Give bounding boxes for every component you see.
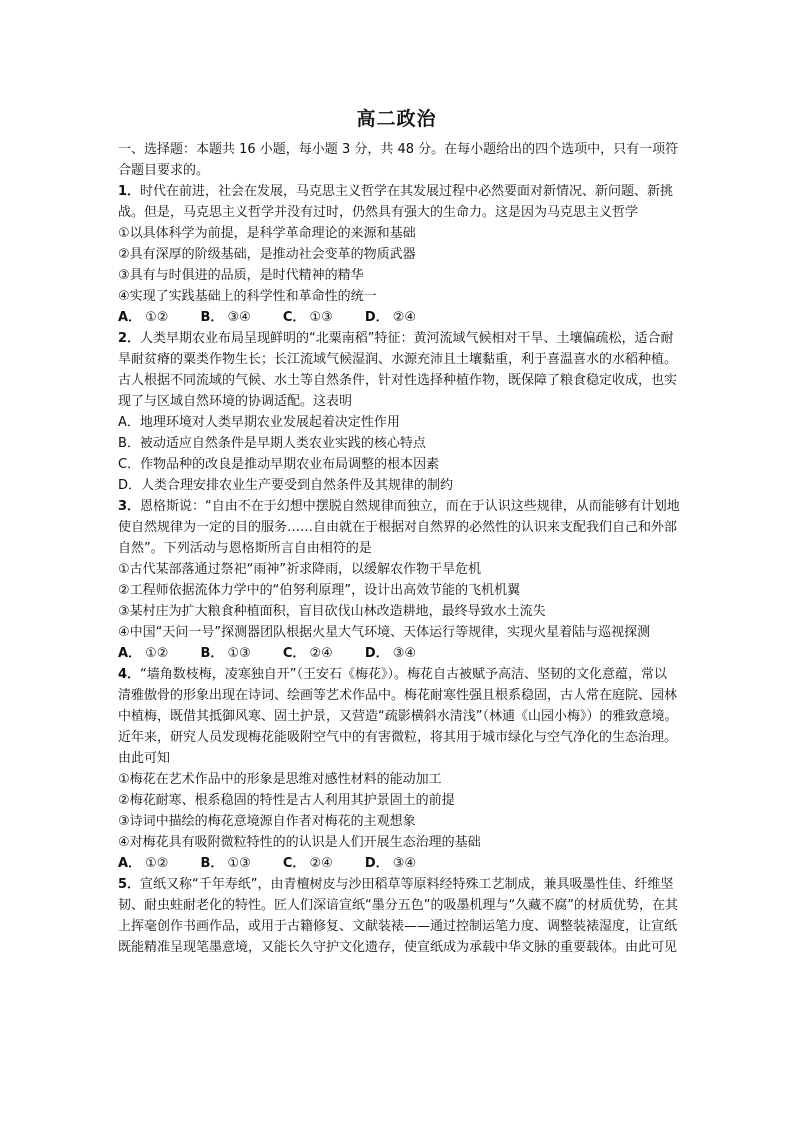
statement-item: ④中国“天问一号”探测器团队根据火星大气环境、天体运行等规律，实现火星着陆与巡视探测 bbox=[118, 625, 651, 640]
option-c: C． ②④ bbox=[282, 856, 333, 871]
choice-a: A．地理环境对人类早期农业发展起着决定性作用 bbox=[118, 415, 400, 430]
page-title: 高二政治 bbox=[356, 108, 437, 130]
choice-c: C．作物品种的改良是推动早期农业布局调整的根本因素 bbox=[118, 457, 440, 472]
question-number: 5． bbox=[118, 877, 141, 892]
question-5 bbox=[118, 874, 680, 958]
question-number: 3． bbox=[118, 499, 141, 514]
option-a: A． ①② bbox=[118, 310, 169, 325]
statement-item: ②具有深厚的阶级基础，是推动社会变革的物质武器 bbox=[118, 247, 416, 262]
question-stem: 时代在前进，社会在发展，马克思主义哲学在其发展过程中必然要面对新情况、新问题、新挑战。但是，马克思主义哲学并没有过时，仍然具有强大的生命力。这是因为马克思主义哲学 bbox=[118, 184, 674, 220]
question-number: 1． bbox=[118, 184, 141, 199]
option-d: D． ②④ bbox=[364, 310, 416, 325]
statement-item: ①梅花在艺术作品中的形象是思维对感性材料的能动加工 bbox=[118, 772, 442, 787]
question-1 bbox=[118, 181, 680, 223]
option-c: C． ②④ bbox=[282, 646, 333, 661]
answer-options bbox=[118, 853, 680, 874]
option-d: D． ③④ bbox=[364, 856, 416, 871]
option-b: B． ①③ bbox=[200, 646, 251, 661]
question-2 bbox=[118, 328, 680, 412]
question-stem: “墙角数枝梅，凌寒独自开”（王安石《梅花》）。梅花自古被赋予高洁、坚韧的文化意蕴，常以清雅傲骨的形象出现在诗词、绘画等艺术作品中。梅花耐寒性强且根系稳固，古人常在庭院、园林中植梅，既借其抵御风寒、固土护景，又营造“疏影横斜水清浅”（林逋《山园小梅》）的雅致意境。近年来，研究人员发现梅花能吸附空气中的有害微粒，将其用于城市绿化与空气净化的生态治理。由此可知 bbox=[118, 667, 678, 766]
option-b: B． ③④ bbox=[200, 310, 251, 325]
choice-d: D．人类合理安排农业生产要受到自然条件及其规律的制约 bbox=[118, 478, 454, 493]
answer-options bbox=[118, 643, 680, 664]
statement-item: ①古代某部落通过祭祀“雨神”祈求降雨，以缓解农作物干旱危机 bbox=[118, 562, 482, 577]
statement-item: ①以具体科学为前提，是科学革命理论的来源和基础 bbox=[118, 226, 416, 241]
exam-content bbox=[118, 139, 680, 958]
statement-item: ③具有与时俱进的品质，是时代精神的精华 bbox=[118, 268, 364, 283]
statement-item: ④对梅花具有吸附微粒特性的的认识是人们开展生态治理的基础 bbox=[118, 835, 481, 850]
statement-item: ③诗词中描绘的梅花意境源自作者对梅花的主观想象 bbox=[118, 814, 416, 829]
statement-item: ②梅花耐寒、根系稳固的特性是古人利用其护景固土的前提 bbox=[118, 793, 455, 808]
question-3 bbox=[118, 496, 680, 559]
question-stem: 宣纸又称“千年寿纸”，由青檀树皮与沙田稻草等原料经特殊工艺制成，兼具吸墨性佳、纤维坚韧、耐虫蛀耐老化的特性。匠人们深谙宣纸“墨分五色”的吸墨机理与“久藏不腐”的材质优势，在其上挥毫创作书画作品，或用于古籍修复、文献装裱——通过控制运笔力度、调整装裱湿度，让宣纸既能精准呈现笔墨意境，又能长久守护文化遗存，使宣纸成为承载中华文脉的重要载体。由此可见 bbox=[118, 877, 678, 955]
answer-options bbox=[118, 307, 680, 328]
statement-item: ②工程师依据流体力学中的“伯努利原理”，设计出高效节能的飞机机翼 bbox=[118, 583, 521, 598]
option-d: D． ③④ bbox=[364, 646, 416, 661]
question-number: 2． bbox=[118, 331, 141, 346]
question-stem: 恩格斯说：“自由不在于幻想中摆脱自然规律而独立，而在于认识这些规律，从而能够有计划地使自然规律为一定的目的服务……自由就在于根据对自然界的必然性的认识来支配我们自己和外部自然”。下列活动与恩格斯所言自由相符的是 bbox=[118, 499, 680, 556]
option-a: A． ①② bbox=[118, 646, 169, 661]
option-a: A． ①② bbox=[118, 856, 169, 871]
statement-item: ③某村庄为扩大粮食种植面积，盲目砍伐山林改造耕地，最终导致水土流失 bbox=[118, 604, 546, 619]
choice-b: B．被动适应自然条件是早期人类农业实践的核心特点 bbox=[118, 436, 426, 451]
option-c: C． ①③ bbox=[282, 310, 333, 325]
option-b: B． ①③ bbox=[200, 856, 251, 871]
question-4 bbox=[118, 664, 680, 769]
statement-item: ④实现了实践基础上的科学性和革命性的统一 bbox=[118, 289, 377, 304]
question-number: 4． bbox=[118, 667, 141, 682]
question-stem: 人类早期农业布局呈现鲜明的“北粟南稻”特征：黄河流域气候相对干旱、土壤偏疏松，适合耐旱耐贫瘠的粟类作物生长；长江流域气候湿润、水源充沛且土壤黏重，利于喜温喜水的水稻种植。古人根据不同流域的气候、水土等自然条件，针对性选择种植作物，既保障了粮食稳定收成，也实现了与区域自然环境的协调适配。这表明 bbox=[118, 331, 678, 409]
section-instructions: 一、选择题：本题共 16 小题，每小题 3 分，共 48 分。在每小题给出的四个选项中，只有一项符合题目要求的。 bbox=[118, 142, 679, 178]
